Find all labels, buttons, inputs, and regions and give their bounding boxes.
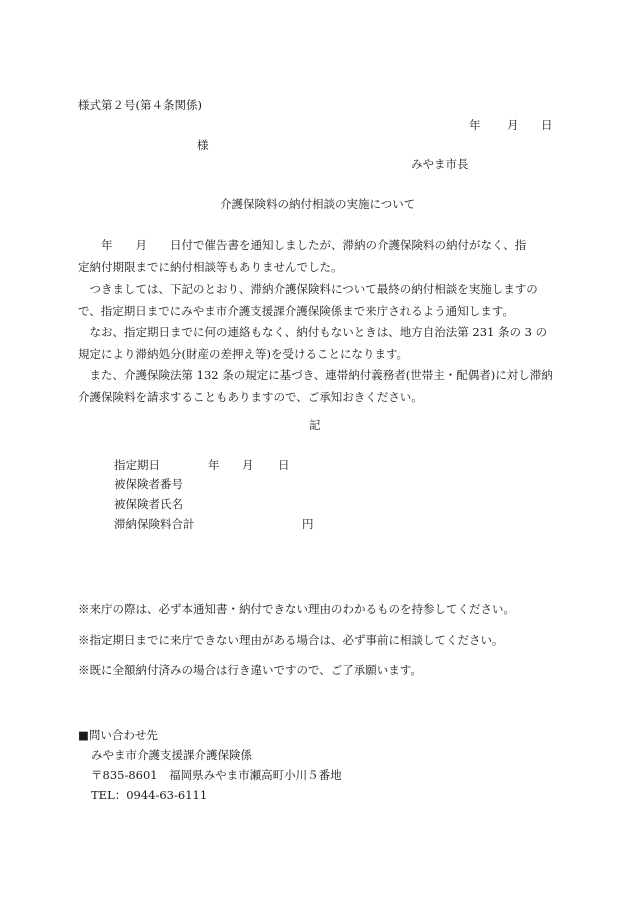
- insured-number-label: 被保険者番号: [114, 477, 183, 491]
- body-paragraph-3: [78, 321, 554, 365]
- paragraph-line: なお、指定期日までに何の連絡もなく、納付もないときは、地方自治法第 231 条の 3 の: [78, 325, 548, 339]
- paragraph-line: また、介護保険法第 132 条の規定に基づき、連帯納付義務者(世帯主・配偶者)に対し滞納: [78, 368, 553, 382]
- paragraph-line: 定納付期限までに納付相談等もありませんでした。: [78, 260, 343, 274]
- paragraph-line: つきましては、下記のとおり、滞納介護保険料について最終の納付相談を実施しますの: [78, 282, 538, 296]
- contact-tel: TEL：0944-63-6111: [91, 788, 208, 802]
- due-date-day: 日: [278, 458, 290, 472]
- date-month: 月: [507, 118, 519, 132]
- body-paragraph-1: [78, 234, 554, 278]
- due-date-year: 年: [208, 458, 220, 472]
- arrears-total-label: 滞納保険料合計: [114, 517, 195, 531]
- yen-unit: 円: [302, 517, 314, 531]
- date-day: 日: [541, 118, 553, 132]
- body-paragraph-4: [78, 364, 554, 408]
- note-already-paid: ※既に全額納付済みの場合は行き違いですので、ご了承願います。: [78, 663, 422, 677]
- sender-name: みやま市長: [411, 157, 469, 171]
- ki-label: 記: [309, 418, 321, 432]
- insured-name-label: 被保険者氏名: [114, 497, 183, 511]
- document-title: 介護保険料の納付相談の実施について: [220, 197, 416, 211]
- contact-department: みやま市介護支援課介護保険係: [91, 748, 252, 762]
- due-date-label: 指定期日: [114, 458, 160, 472]
- paragraph-line: で、指定期日までにみやま市介護支援課介護保険係まで来庁されるよう通知します。: [78, 304, 514, 318]
- paragraph-line: 介護保険料を請求することもありますので、ご承知おきください。: [78, 390, 423, 404]
- form-label: 様式第２号(第４条関係): [78, 98, 202, 112]
- contact-address: 〒835-8601 福岡県みやま市瀬高町小川５番地: [91, 768, 342, 782]
- note-consult-in-advance: ※指定期日までに来庁できない理由がある場合は、必ず事前に相談してください。: [78, 633, 504, 647]
- due-date-month: 月: [242, 458, 254, 472]
- date-year: 年: [469, 118, 481, 132]
- contact-heading: ■問い合わせ先: [78, 728, 158, 742]
- note-bring-documents: ※来庁の際は、必ず本通知書・納付できない理由のわかるものを持参してください。: [78, 602, 515, 616]
- body-paragraph-2: [78, 278, 554, 322]
- recipient-honorific: 様: [197, 138, 209, 152]
- paragraph-line: 規定により滞納処分(財産の差押え等)を受けることになります。: [78, 347, 409, 361]
- paragraph-line: 年 月 日付で催告書を通知しましたが、滞納の介護保険料の納付がなく、指: [78, 238, 527, 252]
